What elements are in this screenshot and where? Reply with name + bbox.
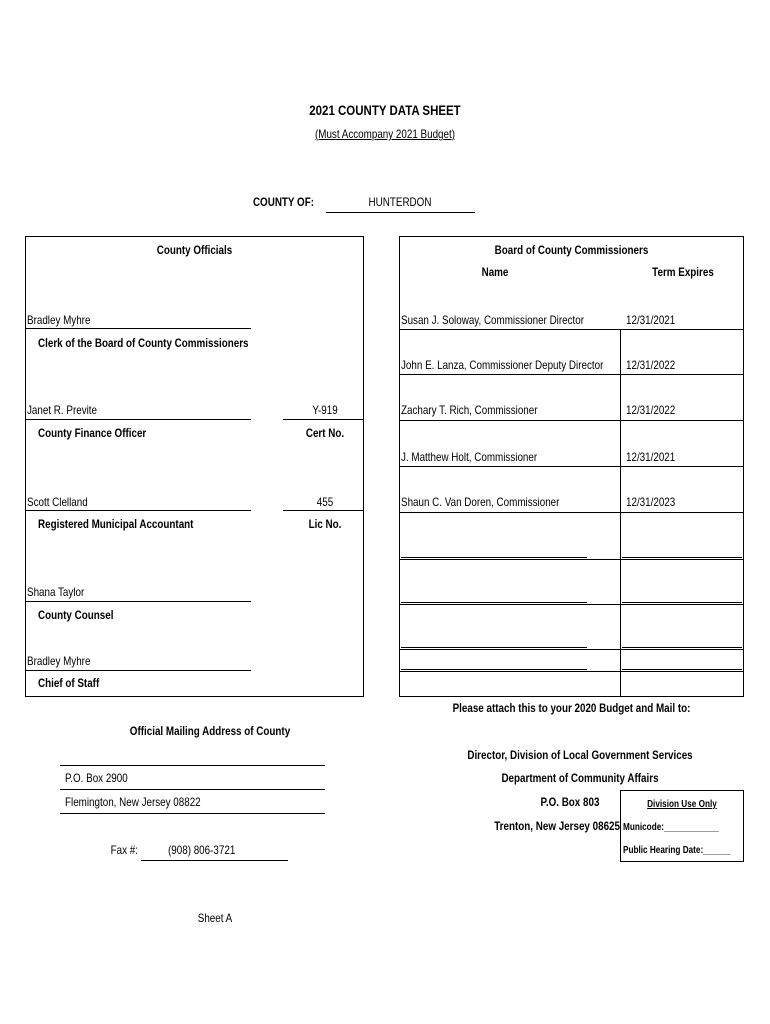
board-member-name: John E. Lanza, Commissioner Deputy Director (401, 358, 604, 372)
board-row-line (399, 559, 744, 560)
counsel-title: County Counsel (38, 608, 114, 622)
board-empty-term-line (622, 647, 742, 648)
page-title: 2021 COUNTY DATA SHEET (309, 102, 461, 118)
board-empty-name-line (401, 669, 587, 670)
board-empty-name-line (401, 647, 587, 648)
finance-cert-underline (283, 419, 363, 420)
county-value: HUNTERDON (368, 195, 432, 209)
officials-heading: County Officials (156, 243, 233, 257)
board-member-term: 12/31/2023 (626, 495, 676, 509)
chief-title: Chief of Staff (38, 676, 100, 690)
board-row-line (399, 604, 744, 605)
county-label: COUNTY OF: (252, 195, 314, 209)
finance-cert-label: Cert No. (305, 426, 345, 440)
counsel-underline (25, 601, 251, 602)
board-row-line (399, 420, 744, 421)
mailing-line1: P.O. Box 2900 (65, 771, 128, 785)
mailing-line2-underline (60, 813, 325, 814)
board-column-divider (620, 329, 621, 697)
board-col-term: Term Expires (652, 265, 714, 279)
board-member-name: Zachary T. Rich, Commissioner (401, 403, 538, 417)
mailto-line2: Department of Community Affairs (501, 771, 659, 785)
board-row-line (399, 512, 744, 513)
mailto-line4: Trenton, New Jersey 08625 (494, 819, 620, 833)
board-row-line (399, 671, 744, 672)
accountant-name: Scott Clelland (27, 495, 88, 509)
county-officials-box (25, 236, 364, 697)
mailing-line1-underline (60, 789, 325, 790)
mailto-line1: Director, Division of Local Government Services (467, 748, 693, 762)
county-underline (326, 212, 475, 213)
division-hearing-date: Public Hearing Date:______ (623, 845, 731, 856)
board-member-term: 12/31/2022 (626, 403, 676, 417)
board-empty-name-line (401, 602, 587, 603)
mailing-line2: Flemington, New Jersey 08822 (65, 795, 201, 809)
board-col-name: Name (481, 265, 509, 279)
division-use-heading: Division Use Only (647, 799, 717, 810)
finance-underline (25, 419, 251, 420)
mailto-line3: P.O. Box 803 (540, 795, 600, 809)
finance-name: Janet R. Previte (27, 403, 98, 417)
board-row-line (399, 649, 744, 650)
board-member-name: Susan J. Soloway, Commissioner Director (401, 313, 585, 327)
board-empty-name-line (401, 557, 587, 558)
accountant-lic-underline (283, 510, 363, 511)
fax-value: (908) 806-3721 (168, 843, 236, 857)
division-municode: Municode:____________ (623, 822, 719, 833)
board-member-term: 12/31/2021 (626, 313, 676, 327)
clerk-name: Bradley Myhre (27, 313, 91, 327)
chief-underline (25, 670, 251, 671)
fax-underline (141, 860, 288, 861)
clerk-title: Clerk of the Board of County Commissioners (38, 336, 249, 350)
board-empty-term-line (622, 602, 742, 603)
accountant-lic-label: Lic No. (308, 517, 342, 531)
accountant-title: Registered Municipal Accountant (38, 517, 194, 531)
counsel-name: Shana Taylor (27, 585, 85, 599)
board-member-term: 12/31/2021 (626, 450, 676, 464)
fax-label: Fax #: (110, 843, 138, 857)
sheet-label: Sheet A (197, 911, 233, 925)
board-row-line (399, 374, 744, 375)
page-subtitle: (Must Accompany 2021 Budget) (314, 127, 456, 141)
clerk-underline (25, 328, 251, 329)
chief-name: Bradley Myhre (27, 654, 91, 668)
attach-instruction: Please attach this to your 2020 Budget and Mail to: (452, 701, 691, 715)
board-row-line (399, 466, 744, 467)
accountant-lic-number: 455 (316, 495, 334, 509)
accountant-underline (25, 510, 251, 511)
board-empty-term-line (622, 669, 742, 670)
board-heading: Board of County Commissioners (494, 243, 649, 257)
finance-title: County Finance Officer (38, 426, 147, 440)
mailing-top-line (60, 765, 325, 766)
finance-cert-number: Y-919 (312, 403, 338, 417)
mailing-heading: Official Mailing Address of County (129, 724, 291, 738)
board-row-line (399, 329, 744, 330)
board-member-term: 12/31/2022 (626, 358, 676, 372)
board-member-name: J. Matthew Holt, Commissioner (401, 450, 538, 464)
board-member-name: Shaun C. Van Doren, Commissioner (401, 495, 560, 509)
board-empty-term-line (622, 557, 742, 558)
